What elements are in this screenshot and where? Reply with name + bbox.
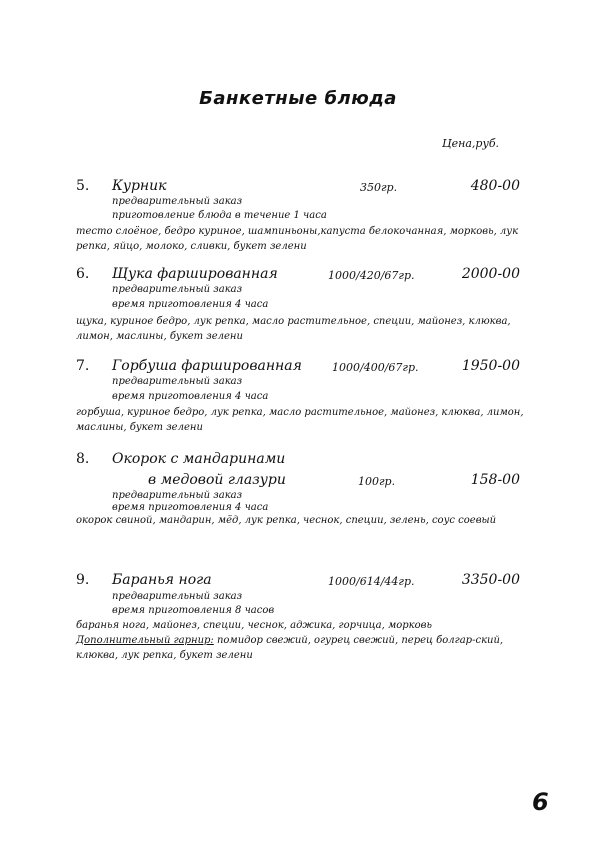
- item-price: 158-00: [470, 472, 520, 488]
- item-name-line2: в медовой глазури: [148, 472, 286, 488]
- item-price: 480-00: [470, 178, 520, 194]
- item-note: предварительный заказ: [112, 196, 243, 207]
- extra-garnish-text: помидор свежий, огурец свежий, перец болгар-ский, клюква, лук репка, букет зелени: [76, 635, 504, 661]
- item-number: 9.: [76, 572, 90, 588]
- item-name: Щука фаршированная: [112, 266, 278, 282]
- item-ingredients: окорок свиной, мандарин, мёд, лук репка, чеснок, специи, зелень, соус соевый: [76, 515, 497, 526]
- item-number: 8.: [76, 451, 90, 467]
- item-name: Баранья нога: [112, 572, 212, 588]
- item-note: приготовление блюда в течение 1 часа: [112, 210, 327, 221]
- ingredients-line: баранья нога, майонез, специи, чеснок, аджика, горчица, морковь: [76, 620, 432, 631]
- item-weight: 1000/614/44гр.: [328, 575, 415, 588]
- item-ingredients: горбуша, куриное бедро, лук репка, масло растительное, майонез, клюква, лимон, маслины, букет зелени: [76, 407, 524, 433]
- item-ingredients: щука, куриное бедро, лук репка, масло растительное, специи, майонез, клюква, лимон, маслины, букет зелени: [76, 316, 511, 342]
- page-title: Банкетные блюда: [199, 88, 397, 109]
- item-note: предварительный заказ: [112, 376, 243, 387]
- item-note: время приготовления 4 часа: [112, 391, 269, 402]
- item-weight: 1000/420/67гр.: [328, 269, 415, 282]
- item-number: 7.: [76, 358, 90, 374]
- item-price: 3350-00: [461, 572, 520, 588]
- page-number: 6: [532, 788, 549, 816]
- item-note: время приготовления 4 часа: [112, 299, 269, 310]
- item-number: 5.: [76, 178, 90, 194]
- item-note: время приготовления 8 часов: [112, 605, 275, 616]
- item-ingredients: тесто слоёное, бедро куриное, шампиньоны,капуста белокочанная, морковь, лук репка, яйцо, молоко, сливки, букет зелени: [76, 226, 519, 252]
- item-name: Курник: [112, 178, 167, 194]
- item-note: предварительный заказ: [112, 284, 243, 295]
- item-weight: 1000/400/67гр.: [332, 361, 419, 374]
- price-column-header: Цена,руб.: [442, 137, 500, 150]
- item-name: Горбуша фаршированная: [112, 358, 302, 374]
- item-note: предварительный заказ: [112, 591, 243, 602]
- item-price: 2000-00: [461, 266, 520, 282]
- item-note: предварительный заказ: [112, 490, 243, 501]
- extra-garnish-label: Дополнительный гарнир:: [76, 635, 214, 646]
- item-price: 1950-00: [461, 358, 520, 374]
- item-name: Окорок с мандаринами: [112, 451, 286, 467]
- item-note: время приготовления 4 часа: [112, 502, 269, 513]
- extra-garnish: [76, 633, 526, 663]
- item-number: 6.: [76, 266, 90, 282]
- item-weight: 100гр.: [358, 475, 396, 488]
- item-ingredients: [76, 618, 526, 663]
- item-weight: 350гр.: [360, 181, 398, 194]
